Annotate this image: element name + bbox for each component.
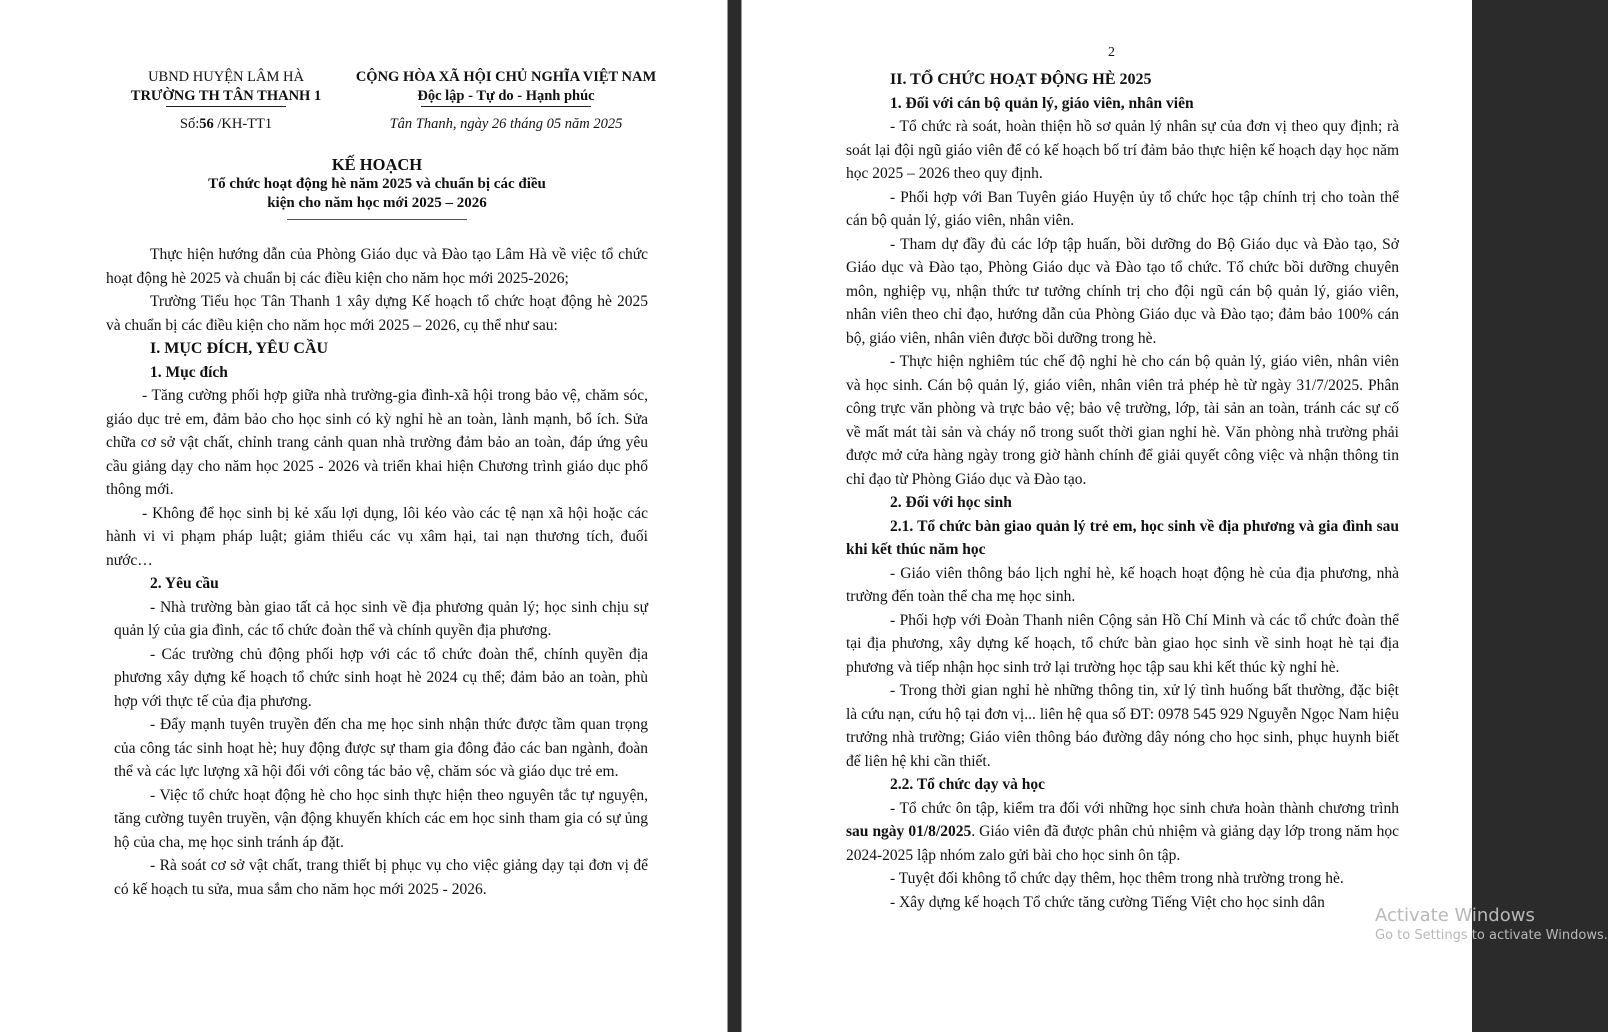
issuer-school: TRƯỜNG TH TÂN THANH 1 <box>130 88 322 104</box>
page-1-body <box>106 243 648 901</box>
body-paragraph: - Tham dự đầy đủ các lớp tập huấn, bồi dưỡng do Bộ Giáo dục và Đào tạo, Sở Giáo dục và Đào tạo, Phòng Giáo dục và Đào tạo tổ chức. Tổ chức bồi dưỡng chuyên môn, nghiệp vụ, nhận thức tư tưởng chính trị cho đội ngũ cán bộ quản lý, giáo viên, nhân viên theo chỉ đạo, hướng dẫn của Phòng Giáo dục và Đào tạo; đảm bảo 100% cán bộ, giáo viên, nhân viên được bồi dưỡng trong hè. <box>846 235 1399 347</box>
intro-paragraph: Thực hiện hướng dẫn của Phòng Giáo dục và Đào tạo Lâm Hà về việc tổ chức hoạt động hè 2025 và chuẩn bị các điều kiện cho năm học mới 2025-2026; <box>106 246 648 287</box>
subsection-heading: 2.1. Tổ chức bàn giao quản lý trẻ em, học sinh về địa phương và gia đình sau khi kết thúc năm học <box>846 517 1399 558</box>
document-number-value: 56 <box>199 116 214 132</box>
body-paragraph: - Phối hợp với Đoàn Thanh niên Cộng sản Hồ Chí Minh và các tổ chức đoàn thể tại địa phương, xây dựng kế hoạch, tổ chức bàn giao học sinh về sinh hoạt hè tại địa phương và tiếp nhận học sinh trở lại trường học tập sau khi kết thúc kỳ nghỉ hè. <box>846 611 1399 676</box>
body-paragraph: - Các trường chủ động phối hợp với các tổ chức đoàn thể, chính quyền địa phương xây dựng kế hoạch tổ chức sinh hoạt hè 2024 cụ thể; đảm bảo an toàn, phù hợp với thực tế của địa phương. <box>114 645 648 710</box>
body-paragraph: - Tổ chức rà soát, hoàn thiện hồ sơ quản lý nhân sự của đơn vị theo quy định; rà soát lại đội ngũ giáo viên để có kế hoạch bố trí đảm bảo thực hiện kế hoạch dạy học năm học 2025 – 2026 theo quy định. <box>846 118 1399 182</box>
section-heading: I. MỤC ĐÍCH, YÊU CẦU <box>150 340 329 357</box>
document-kind: KẾ HOẠCH <box>331 155 423 174</box>
title-line-1: Tổ chức hoạt động hè năm 2025 và chuẩn bị các điều <box>208 176 546 192</box>
subsection-heading: 1. Mục đích <box>150 363 228 381</box>
paragraph-text: . Giáo viên đã được phân chủ nhiệm và giảng dạy lớp trong năm học 2024-2025 lập nhóm zalo gửi bài cho học sinh ôn tập. <box>846 823 1400 864</box>
body-paragraph: - Không để học sinh bị kẻ xấu lợi dụng, lôi kéo vào các tệ nạn xã hội hoặc các hành vi vi phạm pháp luật; giảm thiểu các vụ xâm hại, tai nạn thương tích, đuối nước… <box>106 504 648 569</box>
subsection-heading: 2. Đối với học sinh <box>890 494 1012 511</box>
page-2-body <box>846 68 1399 914</box>
document-number-prefix: Số: <box>179 116 200 132</box>
issuer-org: UBND HUYỆN LÂM HÀ <box>148 69 304 85</box>
body-paragraph: - Rà soát cơ sở vật chất, trang thiết bị phục vụ cho việc giảng dạy tại đơn vị để có kế hoạch tu sửa, mua sắm cho năm học mới 2025 - 2026. <box>114 857 648 898</box>
body-paragraph: - Nhà trường bàn giao tất cả học sinh về địa phương quản lý; học sinh chịu sự quản lý của gia đình, các tổ chức đoàn thể và chính quyền địa phương. <box>114 598 648 639</box>
body-paragraph: - Giáo viên thông báo lịch nghỉ hè, kế hoạch hoạt động hè của địa phương, nhà trường đến toàn thể cha mẹ học sinh. <box>846 564 1399 605</box>
title-line-2: kiện cho năm học mới 2025 – 2026 <box>267 195 487 211</box>
issuer-block <box>116 68 336 134</box>
subsection-heading: 2.2. Tổ chức dạy và học <box>890 776 1045 793</box>
activate-windows-watermark <box>1375 905 1608 945</box>
watermark-title: Activate Windows <box>1375 905 1535 926</box>
body-paragraph: - Trong thời gian nghỉ hè những thông tin, xử lý tình huống bất thường, đặc biệt là cứu nạn, cứu hộ tại đơn vị... liên hệ qua số ĐT: 0978 545 929 Nguyễn Ngọc Nam hiệu trưởng nhà trường; Giáo viên thông báo đường dây nóng cho học sinh, phục huynh biết để liên hệ khi cần thiết. <box>846 682 1399 770</box>
subsection-heading: 2. Yêu cầu <box>150 575 219 592</box>
subsection-heading: 1. Đối với cán bộ quản lý, giáo viên, nhân viên <box>890 94 1194 112</box>
document-title <box>106 154 648 220</box>
emphasized-date: sau ngày 01/8/2025 <box>846 823 972 840</box>
body-paragraph: - Việc tổ chức hoạt động hè cho học sinh thực hiện theo nguyên tắc tự nguyện, tăng cường tuyên truyền, vận động khuyến khích các em học sinh tham gia có sự ủng hộ của cha, mẹ học sinh tránh áp đặt. <box>114 786 648 851</box>
page-number: 2 <box>1108 45 1115 60</box>
paragraph-text: - Tổ chức ôn tập, kiểm tra đối với những học sinh chưa hoàn thành chương trình <box>890 799 1399 817</box>
body-paragraph <box>846 797 1399 868</box>
watermark-subtitle: Go to Settings to activate Windows. <box>1375 928 1608 943</box>
body-paragraph: - Tăng cường phối hợp giữa nhà trường-gia đình-xã hội trong bảo vệ, chăm sóc, giáo dục trẻ em, đảm bảo cho học sinh có kỳ nghỉ hè an toàn, lành mạnh, bổ ích. Sửa chữa cơ sở vật chất, chỉnh trang cảnh quan nhà trường đảm bảo an toàn, đáp ứng yêu cầu giảng dạy cho năm học 2025 - 2026 và triển khai hiện Chương trình giáo dục phổ thông mới. <box>106 387 648 498</box>
document-page-1 <box>0 0 728 1032</box>
issuer-underline <box>166 106 286 107</box>
body-paragraph: - Đẩy mạnh tuyên truyền đến cha mẹ học sinh nhận thức được tầm quan trọng của công tác sinh hoạt hè; huy động được sự tham gia đông đảo các ban ngành, đoàn thể và các lực lượng xã hội đối với công tác bảo vệ, chăm sóc và giáo dục trẻ em. <box>114 716 648 780</box>
section-heading: II. TỔ CHỨC HOẠT ĐỘNG HÈ 2025 <box>890 71 1152 88</box>
document-number <box>116 115 336 134</box>
title-rule <box>287 219 467 220</box>
body-paragraph: - Xây dựng kế hoạch Tổ chức tăng cường Tiếng Việt cho học sinh dân <box>890 893 1325 911</box>
body-paragraph: - Tuyệt đối không tổ chức dạy thêm, học thêm trong nhà trường trong hè. <box>890 870 1344 887</box>
body-paragraph: - Thực hiện nghiêm túc chế độ nghỉ hè cho cán bộ quản lý, giáo viên, nhân viên và học sinh. Cán bộ quản lý, giáo viên, nhân viên trả phép hè từ ngày 31/7/2025. Phân công trực văn phòng và trực bảo vệ; bảo vệ trường, lớp, tài sản an toàn, tránh các sự cố về mất mát tài sản và cháy nổ trong suốt thời gian nghỉ hè. Văn phòng nhà trường phải được mở cửa hàng ngày trong giờ hành chính để giải quyết công việc và nhận thông tin chỉ đạo từ Phòng Giáo dục và Đào tạo. <box>846 353 1399 488</box>
issue-date: Tân Thanh, ngày 26 tháng 05 năm 2025 <box>389 116 623 132</box>
national-header <box>346 68 666 134</box>
body-paragraph: - Phối hợp với Ban Tuyên giáo Huyện ủy tổ chức học tập chính trị cho toàn thể cán bộ quản lý, giáo viên, nhân viên. <box>846 188 1399 229</box>
national-motto: Độc lập - Tự do - Hạnh phúc <box>417 88 595 104</box>
national-name: CỘNG HÒA XÃ HỘI CHỦ NGHĨA VIỆT NAM <box>355 69 657 85</box>
intro-paragraph: Trường Tiểu học Tân Thanh 1 xây dựng Kế hoạch tổ chức hoạt động hè 2025 và chuẩn bị các điều kiện cho năm học mới 2025 – 2026, cụ thể như sau: <box>106 293 648 334</box>
document-number-suffix: /KH-TT1 <box>213 116 273 132</box>
motto-underline <box>421 106 591 107</box>
